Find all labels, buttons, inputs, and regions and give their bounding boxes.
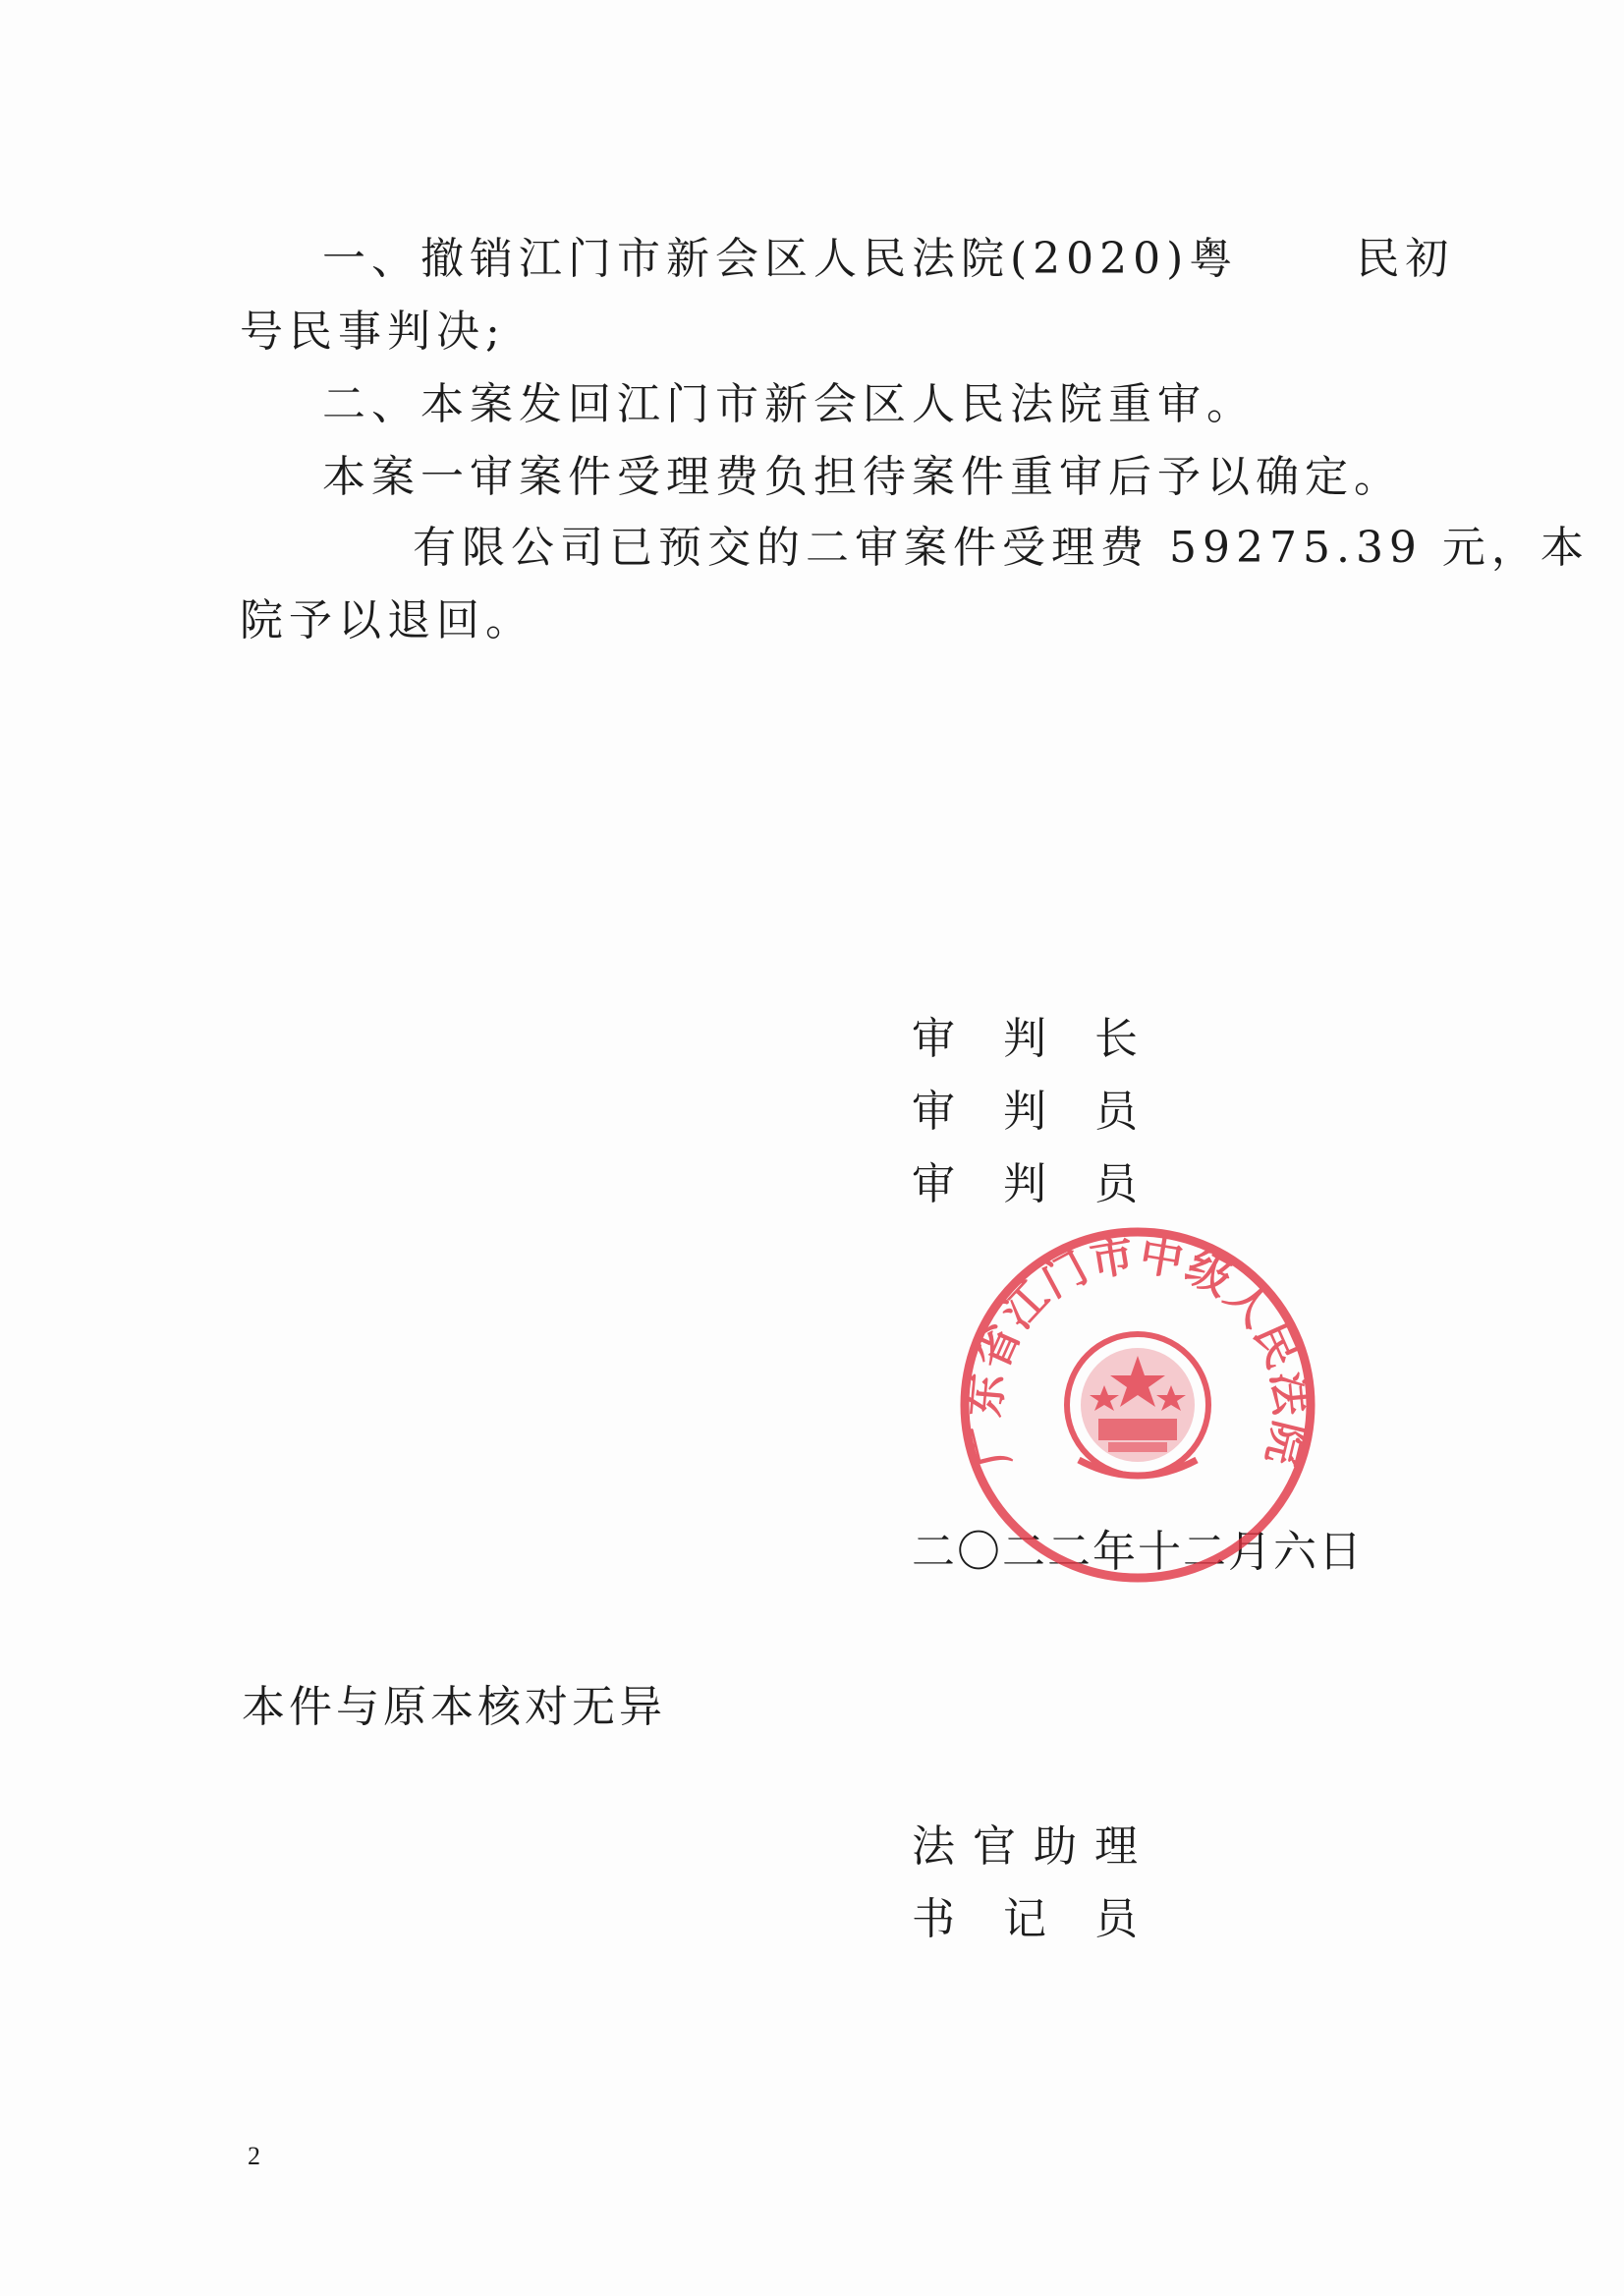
ruling-item-1-cont: 号民事判决; bbox=[240, 307, 506, 357]
presiding-judge-label: 审 判 长 bbox=[912, 1014, 1138, 1064]
judge-label-2: 审 判 员 bbox=[912, 1159, 1138, 1209]
clerk-label: 书 记 员 bbox=[912, 1894, 1138, 1944]
judge-assistant-row bbox=[912, 1820, 1138, 1875]
clerk-row bbox=[912, 1892, 1138, 1947]
judgment-date: 二〇二二年十二月六日 bbox=[912, 1527, 1364, 1577]
judge-label-1: 审 判 员 bbox=[912, 1087, 1138, 1137]
page-number: 2 bbox=[248, 2142, 260, 2170]
second-instance-fee-cont: 院予以退回。 bbox=[240, 595, 534, 645]
svg-text:广东省江门市中级人民法院 bbox=[960, 1230, 1316, 1472]
judge-row-1 bbox=[912, 1085, 1138, 1140]
presiding-judge-row bbox=[912, 1012, 1138, 1067]
ruling-item-1-suffix: 民初 bbox=[1356, 234, 1455, 284]
second-instance-fee: 有限公司已预交的二审案件受理费 59275.39 元，本 bbox=[413, 523, 1590, 573]
seal-text: 广东省江门市中级人民法院 bbox=[959, 1229, 1316, 1473]
national-emblem-icon bbox=[1067, 1334, 1208, 1476]
ruling-item-1 bbox=[322, 232, 1454, 287]
judge-row-2 bbox=[912, 1157, 1138, 1212]
ruling-item-2: 二、本案发回江门市新会区人民法院重审。 bbox=[322, 379, 1256, 429]
first-instance-fee: 本案一审案件受理费负担待案件重审后予以确定。 bbox=[322, 452, 1403, 502]
verification-note: 本件与原本核对无异 bbox=[242, 1682, 666, 1732]
judge-assistant-label: 法 官 助 理 bbox=[912, 1821, 1138, 1872]
ruling-item-1-text: 一、撤销江门市新会区人民法院(2020)粤 bbox=[322, 234, 1239, 284]
